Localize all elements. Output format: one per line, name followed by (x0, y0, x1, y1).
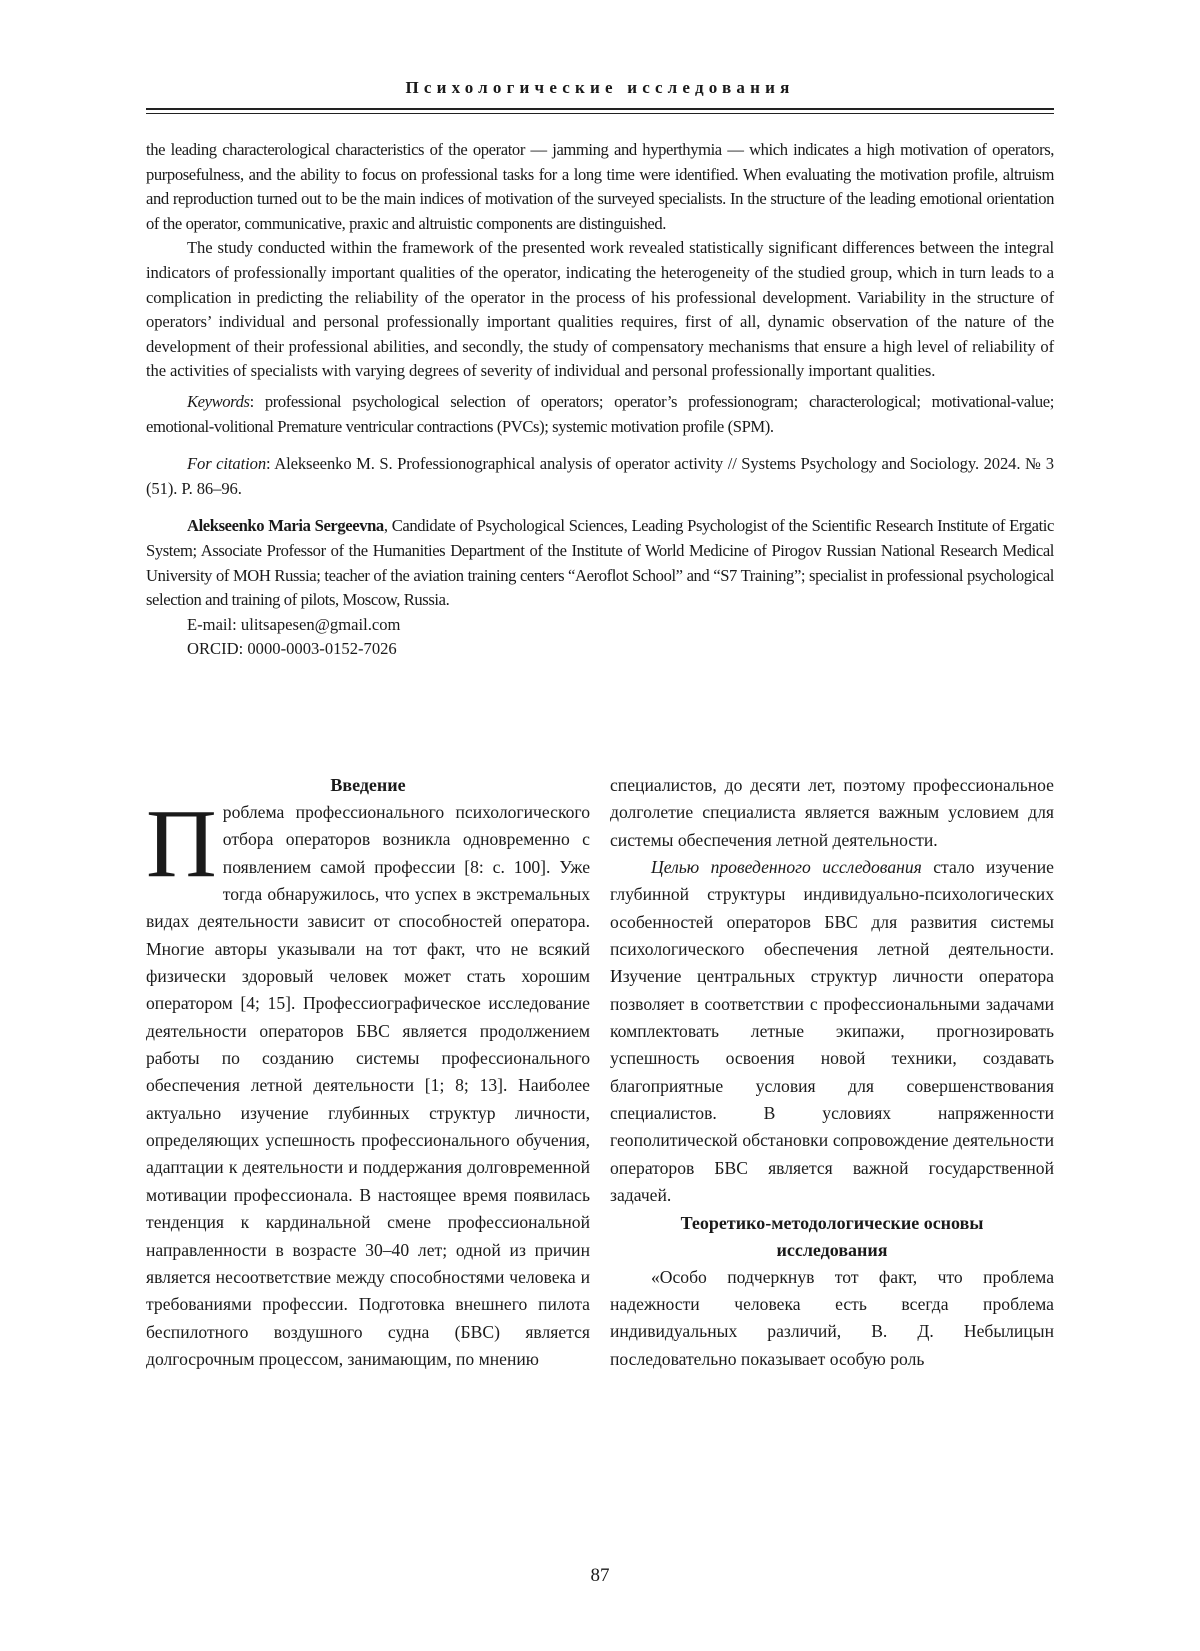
running-header: Психологические исследования (405, 78, 795, 97)
keywords (146, 390, 1054, 439)
theory-paragraph-1: «Особо подчеркнув тот факт, что проблема надежности человека есть всегда проблема индивидуальных различий, В. Д. Небылицын последовательно показывает особую роль (610, 1266, 1054, 1369)
abstract-paragraph-1: the leading characterological characteristics of the operator — jamming and hyperthymia — which indicates a high motivation of operators, purposefulness, and the ability to focus on professional tasks for a long time were identified. When evaluating the motivation profile, altruism and reproduction turned out to be the main indices of motivation of the surveyed specialists. In the structure of the leading emotional orientation of the operator, communicative, praxic and altruistic components are distinguished. (146, 140, 1054, 233)
study-goal-phrase: Целью проведенного исследования (651, 857, 922, 878)
author-name: Alekseenko Maria Sergeevna (187, 516, 384, 536)
author-info (146, 514, 1054, 612)
theory-heading (610, 1210, 1054, 1264)
english-abstract (146, 138, 1054, 662)
citation-text: : Alekseenko M. S. Professionographical analysis of operator activity // Systems Psychology and Sociology. 2024. № 3 (51). P. 86–96. (146, 454, 1054, 498)
header-rule-thin (146, 113, 1054, 114)
intro-paragraph-1 (146, 790, 590, 1373)
intro-paragraph-1-text: роблема профессионального психологического отбора операторов возникла одновременно с появлением самой профессии [8: с. 100]. Уже тогда обнаружилось, что успех в экстремальных видах деятельности зависит от способностей оператора. Многие авторы указывали на тот факт, что не всякий физически здоровый человек может стать хорошим оператором [4; 15]. Профессиографическое исследование деятельности операторов БВС является продолжением работы по созданию системы профессионального обеспечения летной деятельности [1; 8; 13]. Наиболее актуально изучение глубинных структур личности, определяющих успешность профессионального обучения, адаптации к деятельности и поддержания долговременной мотивации профессионала. В настоящее время появилась тенденция к кардинальной смене профессиональной направленности в возрасте 30–40 лет; одной из причин является несоответствие между способностями человека и требованиями профессии. Подготовка внешнего пилота беспилотного воздушного судна (БВС) является долгосрочным процессом, занимающим, по мнению (146, 802, 590, 1369)
theory-heading-line-1: Теоретико-методологические основы (680, 1212, 984, 1233)
intro-paragraph-2 (610, 854, 1054, 1209)
intro-paragraph-1-continued: специалистов, до десяти лет, поэтому профессиональное долголетие специалиста является важным условием для системы обеспечения летной деятельности. (610, 775, 1054, 850)
keywords-label: Keywords (187, 391, 250, 411)
intro-paragraph-2-text: стало изучение глубинной структуры индивидуально-психологических особенностей операторов БВС для развития системы психологического обеспечения летной деятельности. Изучение центральных структур личности оператора позволяет в соответствии с профессиональными задачами комплектовать летные экипажи, прогнозировать успешность освоения новой техники, создавать благоприятные условия для совершенствования специалистов. В условиях напряженности геополитической обстановки сопровождение деятельности операторов БВС является важной государственной задачей. (610, 857, 1054, 1206)
citation (146, 452, 1054, 501)
left-column (146, 772, 590, 1373)
right-column (610, 772, 1054, 1373)
author-email: E-mail: ulitsapesen@gmail.com (187, 614, 401, 634)
drop-cap: П (146, 790, 217, 898)
theory-heading-line-2: исследования (776, 1239, 888, 1260)
author-orcid: ORCID: 0000-0003-0152-7026 (187, 639, 397, 659)
author-bio: , Candidate of Psychological Sciences, Leading Psychologist of the Scientific Research Institute of Ergatic System; Associate Professor of the Humanities Department of the Institute of World Medicine of Pirogov Russian National Research Medical University of MOH Russia; teacher of the aviation training centers “Aeroflot School” and “S7 Training”; specialist in professional psychological selection and training of pilots, Moscow, Russia. (146, 516, 1054, 610)
intro-heading: Введение (330, 775, 406, 795)
page-number: 87 (590, 1565, 610, 1586)
abstract-paragraph-2: The study conducted within the framework of the presented work revealed statistically significant differences between the integral indicators of professionally important qualities of the operator, indicating the heterogeneity of the studied group, which in turn leads to a complication in predicting the reliability of the operator in the process of his professional development. Variability in the structure of operators’ individual and personal professionally important qualities requires, first of all, dynamic observation of the nature of the development of their professional abilities, and secondly, the study of compensatory mechanisms that ensure a high level of reliability of the activities of specialists with varying degrees of severity of individual and personal professionally important qualities. (146, 238, 1054, 381)
keywords-text: : professional psychological selection of operators; operator’s professionogram; characterological; motivational-value; emotional-volitional Premature ventricular contractions (PVCs); systemic motivation profile (SPM). (146, 391, 1054, 436)
citation-label: For citation (187, 454, 267, 474)
header-rule-thick (146, 108, 1054, 110)
